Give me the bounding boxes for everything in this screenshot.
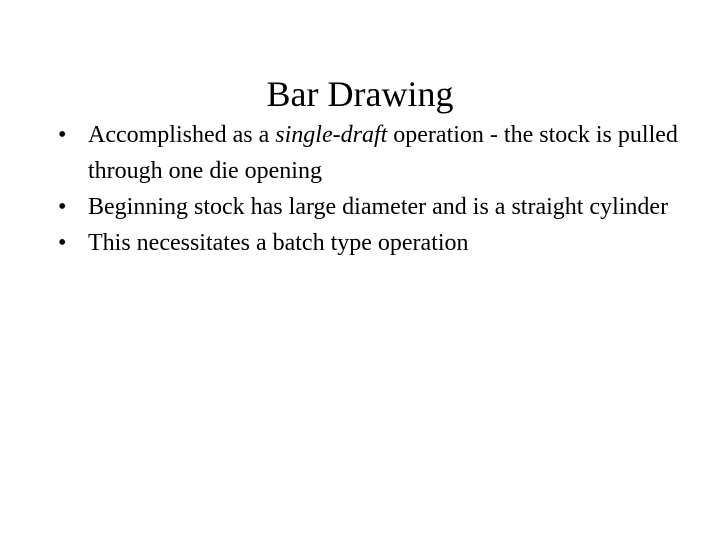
bullet-text: This necessitates a batch type operation <box>88 230 469 256</box>
bullet-icon: • <box>58 194 67 220</box>
bullet-item-3 <box>58 225 698 261</box>
bullet-item-1 <box>58 117 698 189</box>
bullet-italic-text: single‑draft <box>275 122 388 148</box>
bullet-item-2 <box>58 189 698 225</box>
slide-title: Bar Drawing <box>266 74 454 114</box>
bullet-text: Beginning stock has large diameter and is a straight cylinder <box>88 194 669 220</box>
bullet-icon: • <box>58 230 67 256</box>
bullet-text-part: Accomplished as a <box>88 122 276 148</box>
bullet-text-part: operation ‑ the stock is pulled through one die opening <box>88 122 678 184</box>
bullet-icon: • <box>58 122 67 148</box>
bullet-list <box>58 117 698 261</box>
